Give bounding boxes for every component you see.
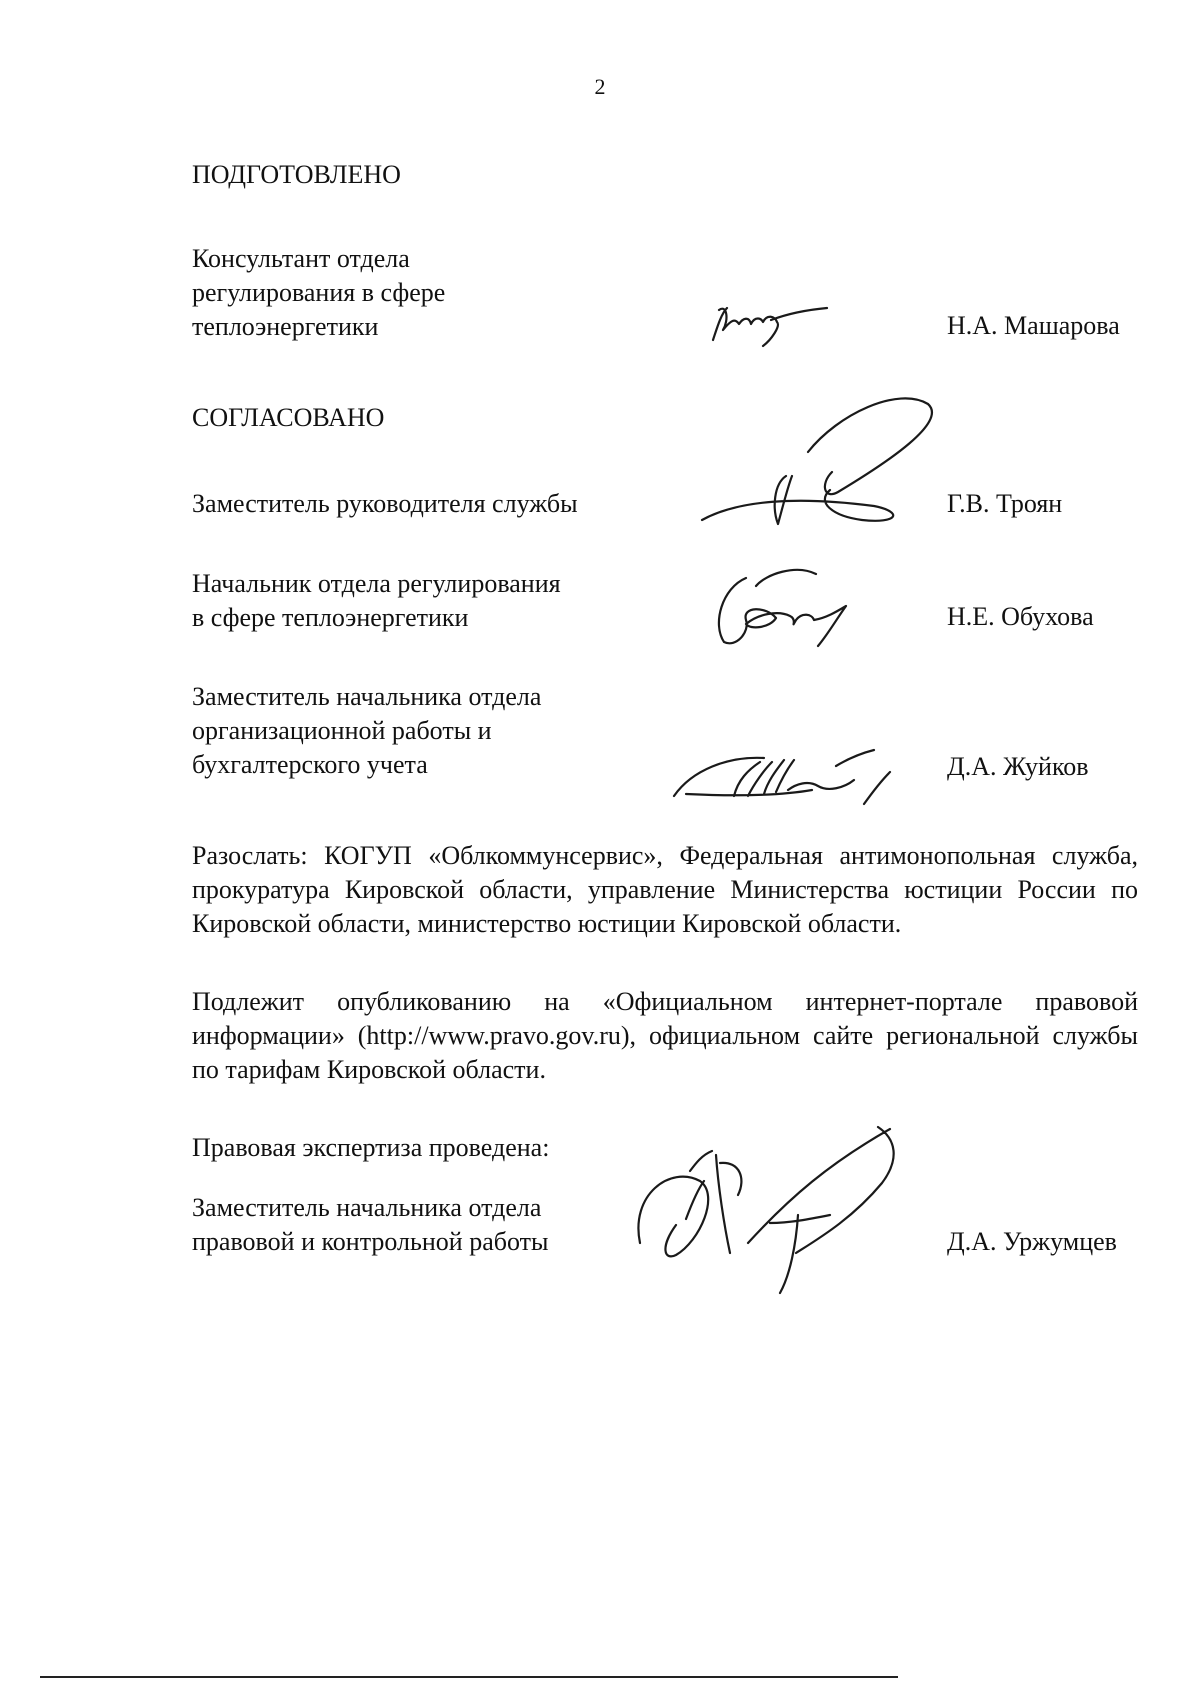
- signatory-name: Г.В. Троян: [947, 489, 1063, 518]
- signatory-position: Заместитель руководителя службы: [192, 489, 578, 518]
- legal-review-heading: Правовая экспертиза проведена:: [192, 1133, 550, 1162]
- signatory-name: Д.А. Жуйков: [947, 752, 1089, 781]
- page-number: 2: [594, 74, 606, 99]
- signature-urzhumtsev: [620, 1125, 910, 1295]
- legal-review-position: Заместитель начальника отдела правовой и контрольной работы: [192, 1193, 549, 1256]
- prepared-position: Консультант отдела регулирования в сфере теплоэнергетики: [192, 244, 446, 341]
- prepared-name: Н.А. Машарова: [947, 311, 1120, 340]
- agreed-heading: СОГЛАСОВАНО: [192, 403, 385, 432]
- legal-review-name: Д.А. Уржумцев: [947, 1227, 1117, 1256]
- signatory-position: Заместитель начальника отдела организационной работы и бухгалтерского учета: [192, 682, 542, 779]
- signatory-position: Начальник отдела регулирования в сфере теплоэнергетики: [192, 569, 561, 632]
- signature-zhuikov: [668, 740, 898, 810]
- signature-obukhova: [706, 562, 886, 652]
- signature-masharova: [705, 300, 835, 350]
- signatory-name: Н.Е. Обухова: [947, 602, 1094, 631]
- prepared-heading: ПОДГОТОВЛЕНО: [192, 160, 401, 189]
- footer-rule: [40, 1676, 898, 1678]
- distribution-text: Разослать: КОГУП «Облкоммунсервис», Федеральная антимонопольная служба, прокуратура Кировской области, управление Министерства юстиции России по Кировской области, министерство юстиции Кировской области.: [192, 841, 1138, 938]
- signature-troyan: [698, 392, 958, 537]
- publication-text: Подлежит опубликованию на «Официальном интернет-портале правовой информации» (http://www.pravo.gov.ru), официальном сайте региональной службы по тарифам Кировской области.: [192, 987, 1138, 1084]
